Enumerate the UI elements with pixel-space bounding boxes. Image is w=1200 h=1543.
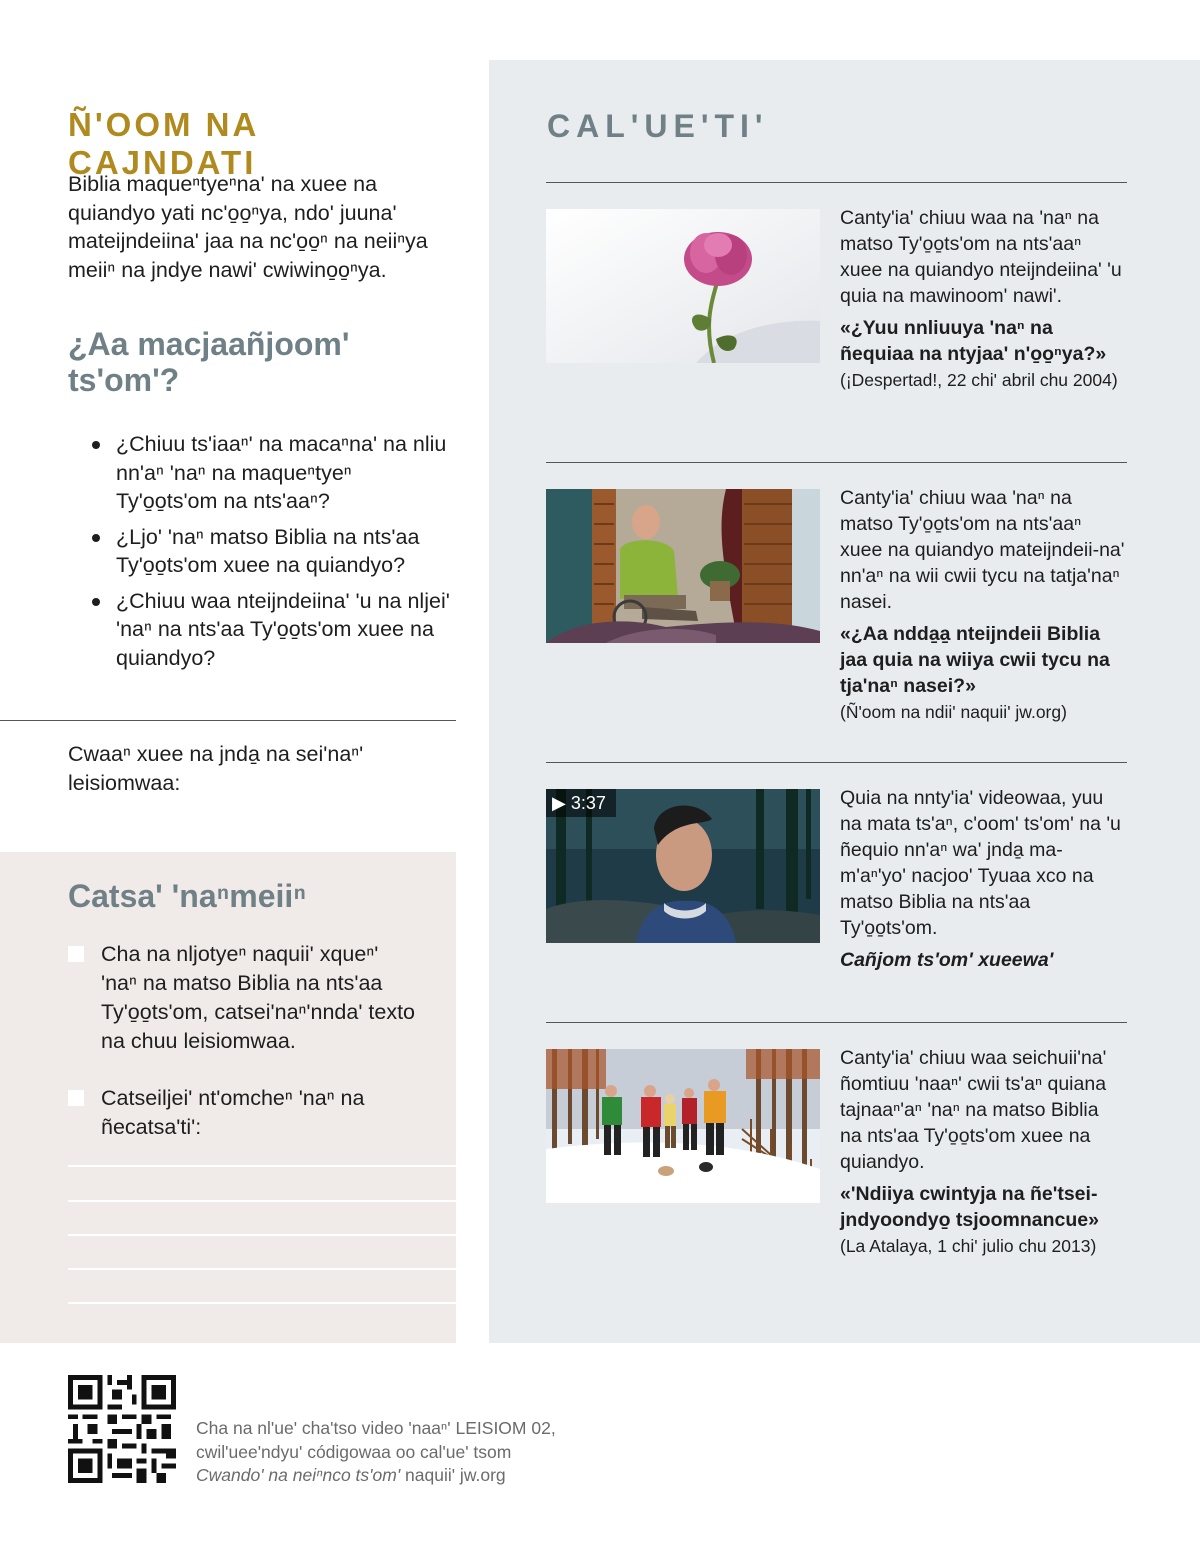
summary-text: Biblia maqueⁿtyeⁿna' na xuee na quiandyo yati nc'o̱o̱ⁿya, ndo' juuna' mateijndeiina' jaa na nc'o̱o̱ⁿ na neiiⁿya meiiⁿ na jndye nawi' cwiwino̱o̱ⁿya. (68, 172, 428, 282)
man-in-wheelchair-image[interactable] (546, 489, 820, 643)
resource-source: (La Atalaya, 1 chi' julio chu 2013) (840, 1236, 1097, 1256)
task-checkbox[interactable] (68, 946, 84, 962)
review-question: ¿Chiuu ts'iaaⁿ' na macaⁿna' na nliu nn'aⁿ 'naⁿ na maqueⁿtyeⁿ Ty'o̱o̱ts'om na nts'aaⁿ? (92, 430, 452, 516)
explore-panel (489, 60, 1200, 1343)
resource-text (840, 1045, 1125, 1259)
footer-link-text[interactable]: Cwando' na neiⁿnco ts'om' (196, 1465, 401, 1485)
footer-line: cwil'uee'ndyu' códigowaa oo cal'ue' tsom (196, 1441, 512, 1462)
review-question: ¿Chiuu waa nteijndeiina' 'u na nljei' 'naⁿ na nts'aa Ty'o̱o̱ts'om xuee na quiandyo? (92, 587, 452, 673)
task-item (68, 1084, 418, 1142)
explore-title: CAL'UE'TI' (547, 108, 769, 144)
resource-source: (Ñ'oom na ndii' naquii' jw.org) (840, 702, 1067, 722)
qr-code-icon[interactable] (67, 1375, 177, 1483)
footer-line: Cha na nl'ue' cha'tso video 'naaⁿ' LEISIOM 02, (196, 1418, 556, 1438)
footer-text (196, 1417, 596, 1488)
summary-title: Ñ'OOM NA CAJNDATI (68, 106, 259, 181)
man-looking-up-video-image[interactable] (546, 789, 820, 943)
divider (546, 1022, 1127, 1023)
review-question: ¿Ljo' 'naⁿ matso Biblia na nts'aa Ty'o̱o̱ts'om xuee na quiandyo? (92, 523, 452, 580)
pink-flower-in-snow-image[interactable] (546, 209, 820, 363)
family-walking-in-snow-image[interactable] (546, 1049, 820, 1203)
resource-text (840, 485, 1125, 725)
left-column (0, 0, 456, 1343)
video-duration-badge: ▶ 3:37 (546, 789, 616, 817)
divider (546, 762, 1127, 763)
resource-title-link[interactable]: «¿Aa ndda̱a̱ nteijndeii Biblia jaa quia na wiiya cwii tycu na tja'naⁿ nasei?» (840, 623, 1110, 697)
writing-line[interactable] (68, 1234, 456, 1236)
task-text: Catseiljei' nt'omcheⁿ 'naⁿ na ñecatsa'ti': (101, 1086, 365, 1139)
divider (0, 720, 456, 721)
task-checkbox[interactable] (68, 1090, 84, 1106)
task-heading: Catsa' 'naⁿmeiiⁿ (68, 878, 306, 914)
resource-title-link[interactable]: Cañjom ts'om' xueewa' (840, 949, 1054, 971)
resource-description: Canty'ia' chiuu waa 'naⁿ na matso Ty'o̱o̱ts'om na nts'aaⁿ xuee na quiandyo mateijndeii-na' nn'aⁿ na wii cwii tycu na tatja'naⁿ nasei. (840, 487, 1125, 613)
resource-text (840, 205, 1125, 393)
resource-description: Quia na nnty'ia' videowaa, yuu na mata ts'aⁿ, c'oom' ts'om' na 'u ñequio nn'aⁿ wa' jnda̱ ma-m'aⁿ'yo' nacjoo' Tyuaa xco na matso Biblia na nts'aa Ty'o̱o̱ts'om. (840, 787, 1121, 939)
date-completed-label: Cwaaⁿ xuee na jnda̱ na sei'naⁿ' leisiomwaa: (68, 742, 364, 795)
resource-description: Canty'ia' chiuu waa na 'naⁿ na matso Ty'o̱o̱ts'om na nts'aaⁿ xuee na quiandyo nteijndeiina' 'u quia na mawinoom' nawi'. (840, 207, 1122, 307)
task-item (68, 940, 418, 1056)
divider (546, 462, 1127, 463)
task-text: Cha na nljotyeⁿ naquii' xqueⁿ' 'naⁿ na matso Biblia na nts'aa Ty'o̱o̱ts'om, catsei'naⁿ'nnda' texto na chuu leisiomwaa. (101, 942, 416, 1053)
writing-line[interactable] (68, 1302, 456, 1304)
review-heading: ¿Aa macjaañjoom' ts'om'? (68, 326, 350, 398)
footer-line (196, 1464, 596, 1488)
task-box (0, 852, 456, 1343)
resource-title-link[interactable]: «¿Yuu nnliuuya 'naⁿ na ñequiaa na ntyjaa' n'o̱o̱ⁿya?» (840, 317, 1107, 365)
resource-source: (¡Despertad!, 22 chi' abril chu 2004) (840, 370, 1118, 390)
writing-line[interactable] (68, 1268, 456, 1270)
resource-title-link[interactable]: «'Ndiiya cwintyja na ñe'tsei-jndyoondyo̱ tsjoomnancue» (840, 1183, 1099, 1231)
writing-line[interactable] (68, 1200, 456, 1202)
divider (546, 182, 1127, 183)
review-questions (92, 430, 452, 679)
resource-description: Canty'ia' chiuu waa seichuii'na' ñomtiuu 'naaⁿ' cwii ts'aⁿ quiana tajnaaⁿ'aⁿ 'naⁿ na matso Biblia na nts'aa Ty'o̱o̱ts'om xuee na quiandyo. (840, 1047, 1107, 1173)
footer-line-rest: naquii' jw.org (400, 1465, 506, 1485)
resource-text (840, 785, 1125, 973)
writing-line[interactable] (68, 1165, 456, 1167)
